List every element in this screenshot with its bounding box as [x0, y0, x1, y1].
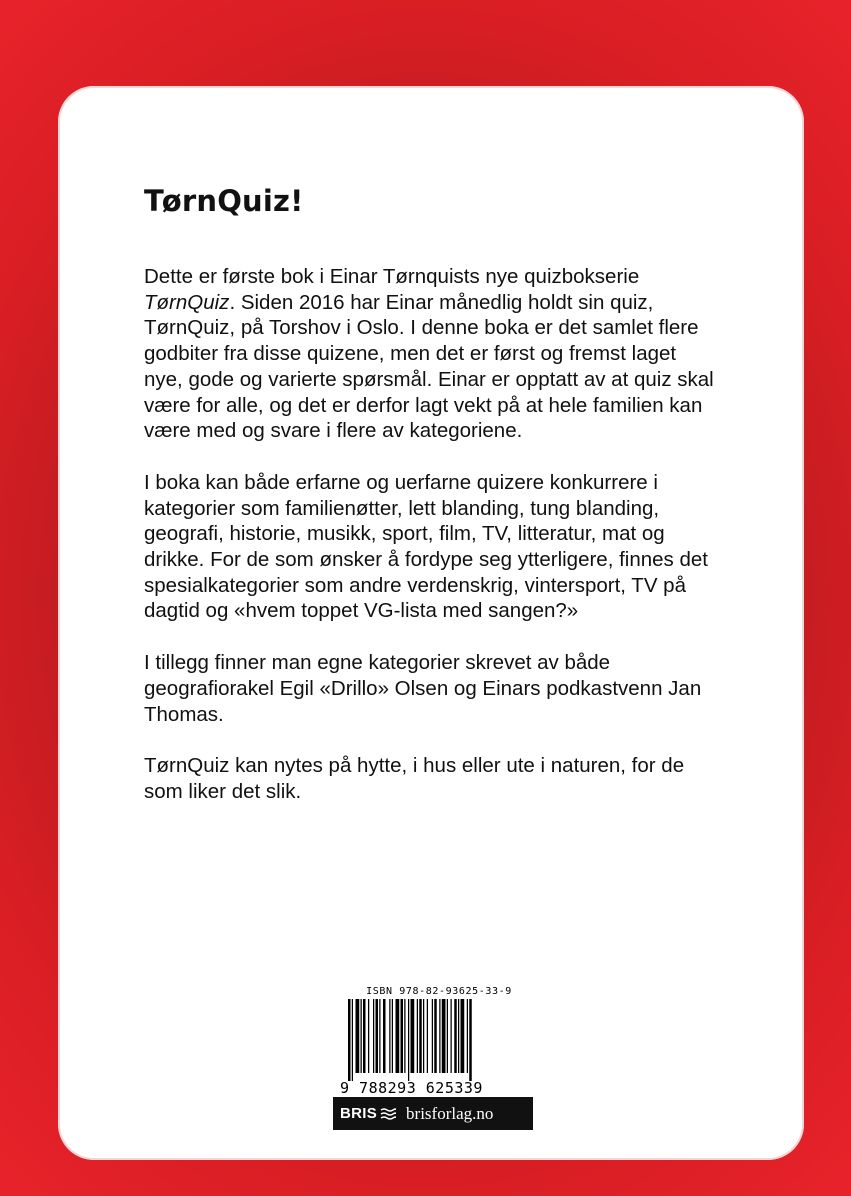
barcode-bar [439, 999, 440, 1073]
barcode-bar [408, 999, 409, 1081]
barcode-bar [392, 999, 393, 1073]
book-title: TørnQuiz! [144, 184, 304, 218]
barcode-bar [379, 999, 380, 1073]
blurb-line [144, 264, 744, 290]
wave-icon [380, 1108, 396, 1120]
publisher-url: brisforlag.no [406, 1103, 494, 1123]
isbn-label: ISBN 978-82-93625-33-9 [366, 986, 512, 997]
line-text: være med og svare i flere av kategoriene. [144, 419, 523, 443]
barcode-bar [411, 999, 415, 1073]
isbn-barcode [340, 986, 530, 1097]
line-text: være for alle, og det er derfor lagt vekt på at hele familien kan [144, 393, 703, 417]
series-name-italic: TørnQuiz [144, 290, 230, 314]
barcode-bar [417, 999, 418, 1073]
blurb-text [144, 264, 744, 831]
blurb-line [144, 753, 744, 779]
isbn-digits: 9 788293 625339 [340, 1079, 483, 1097]
blurb-paragraph [144, 650, 744, 727]
line-text: som liker det slik. [144, 779, 302, 803]
barcode-bar [461, 999, 465, 1073]
line-text: I tillegg finner man egne kategorier skrevet av både [144, 651, 611, 675]
barcode-bar [404, 999, 405, 1073]
blurb-line [144, 290, 744, 316]
barcode-bars [348, 999, 524, 1081]
blurb-line [144, 676, 744, 702]
line-text: Dette er første bok i Einar Tørnquists nye quizbokserie [144, 265, 640, 288]
blurb-paragraph [144, 470, 744, 624]
barcode-bar [442, 999, 446, 1073]
blurb-line [144, 521, 744, 547]
barcode-bar [432, 999, 433, 1073]
blurb-line [144, 418, 744, 444]
barcode-bar [434, 999, 437, 1073]
blurb-line [144, 496, 744, 522]
barcode-bar [361, 999, 362, 1073]
publisher-banner [333, 1097, 533, 1130]
line-text: drikke. For de som ønsker å fordype seg ytterligere, finnes det [144, 548, 709, 572]
barcode-bar [423, 999, 424, 1073]
barcode-bar [427, 999, 428, 1073]
blurb-paragraph [144, 753, 744, 804]
barcode-bar [451, 999, 452, 1073]
blurb-paragraph [144, 264, 744, 444]
blurb-line [144, 547, 744, 573]
barcode-bar [467, 999, 468, 1073]
barcode-bar [396, 999, 400, 1073]
line-text: kategorier som familienøtter, lett blanding, tung blanding, [144, 496, 660, 520]
barcode-bar [469, 999, 472, 1081]
barcode-bar [356, 999, 360, 1073]
blurb-line [144, 779, 744, 805]
line-text: Thomas. [144, 702, 224, 726]
line-text: dagtid og «hvem toppet VG-lista med sangen?» [144, 599, 579, 623]
blurb-line [144, 315, 744, 341]
barcode-bar [389, 999, 390, 1073]
blurb-line [144, 367, 744, 393]
line-text: geografi, historie, musikk, sport, film, TV, litteratur, mat og [144, 522, 665, 546]
line-text: I boka kan både erfarne og uerfarne quizere konkurrere i [144, 470, 658, 494]
blurb-line [144, 470, 744, 496]
barcode-bar [352, 999, 353, 1081]
line-text: nye, gode og varierte spørsmål. Einar er opptatt av at quiz skal [144, 367, 714, 391]
blurb-line [144, 341, 744, 367]
blurb-line [144, 598, 744, 624]
line-text: spesialkategorier som andre verdenskrig, vintersport, TV på [144, 573, 686, 597]
barcode-bar [348, 999, 351, 1081]
barcode-bar [458, 999, 459, 1073]
barcode-bar [383, 999, 386, 1073]
barcode-bar [373, 999, 374, 1073]
barcode-bar [376, 999, 379, 1073]
line-text: godbiter fra disse quizene, men det er først og fremst laget [144, 342, 677, 366]
line-text: TørnQuiz kan nytes på hytte, i hus eller ute i naturen, for de [144, 754, 685, 778]
blurb-line [144, 573, 744, 599]
publisher-logo: BRIS [340, 1105, 378, 1122]
barcode-bar [401, 999, 404, 1073]
blurb-line [144, 393, 744, 419]
blurb-line [144, 702, 744, 728]
blurb-line [144, 650, 744, 676]
barcode-bar [447, 999, 448, 1073]
line-text: TørnQuiz, på Torshov i Oslo. I denne boka er det samlet flere [144, 316, 699, 340]
barcode-bar [419, 999, 422, 1073]
line-text: geografiorakel Egil «Drillo» Olsen og Einars podkastvenn Jan [144, 676, 702, 700]
barcode-bar [368, 999, 369, 1073]
line-text: . Siden 2016 har Einar månedlig holdt sin quiz, [229, 290, 654, 314]
barcode-bar [363, 999, 366, 1073]
barcode-bar [454, 999, 457, 1073]
